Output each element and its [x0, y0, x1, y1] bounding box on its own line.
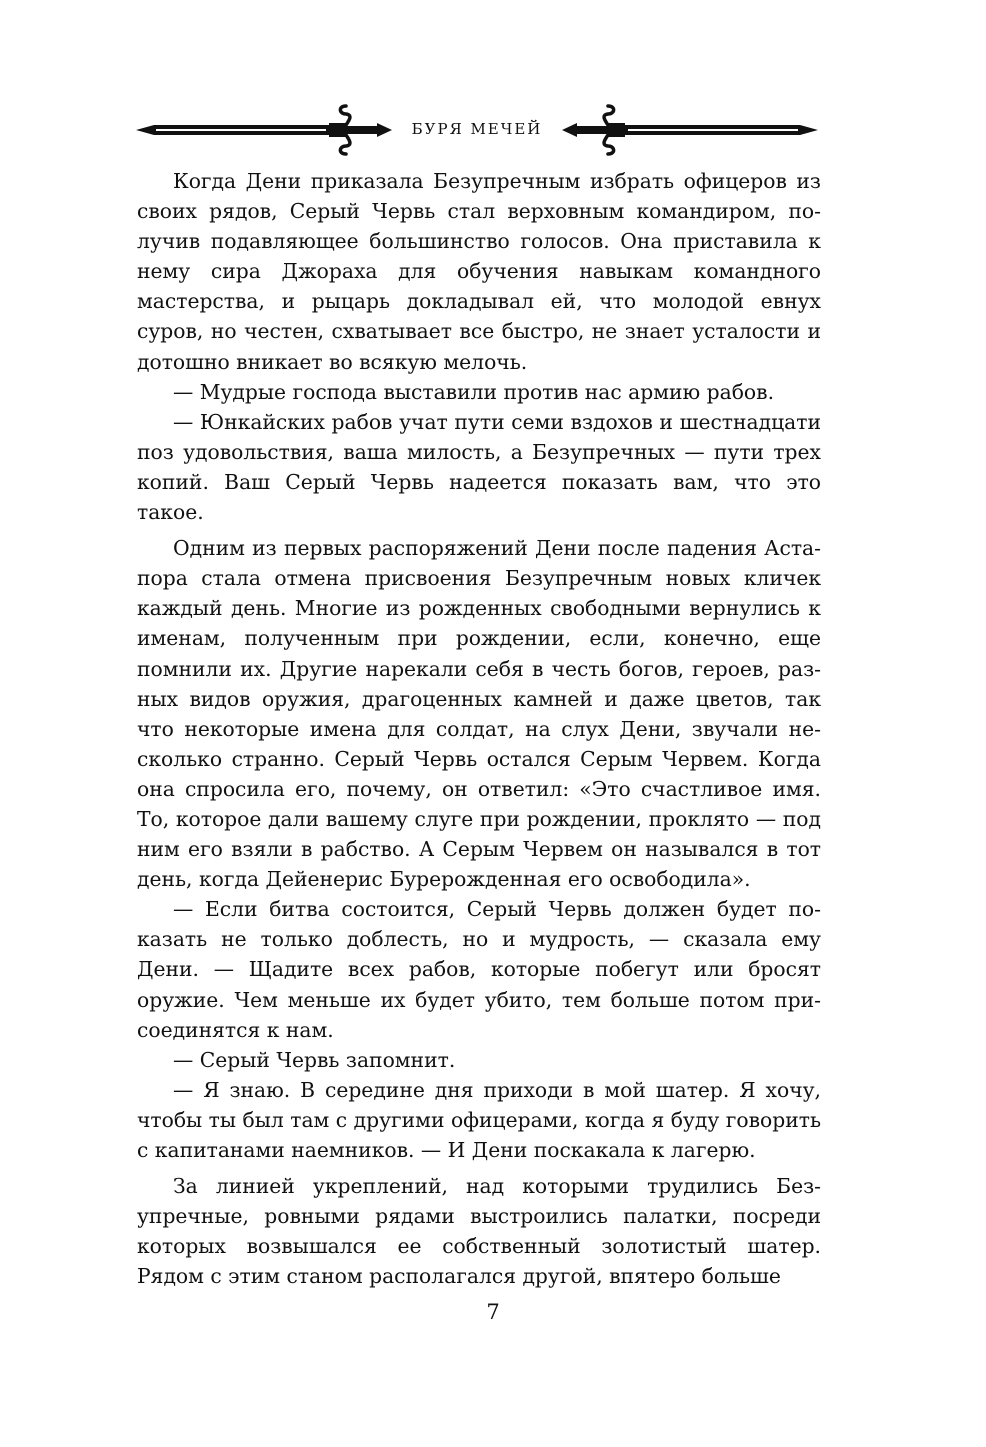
paragraph: За линией укреплений, над которыми трудились Безупречные, ровными рядами выстроились палатки, посреди которых возвышался ее собственный золотистый шатер. Рядом с этим станом располагался другой, впятеро больше	[137, 1174, 821, 1289]
dialogue-line: — Если битва состоится, Серый Червь должен будет показать не только доблесть, но и мудрость, — сказала ему Дени. — Щадите всех рабов, которые побегут или бросят оружие. Чем меньше их будет убито, тем больше потом присоединятся к нам.	[137, 897, 821, 1042]
dialogue-line: — Я знаю. В середине дня приходи в мой шатер. Я хочу, чтобы ты был там с другими офицерами, когда я буду говорить с капитанами наемников. — И Дени поскакала к лагерю.	[137, 1077, 821, 1162]
body-text	[137, 166, 821, 1291]
dialogue-line: — Мудрые господа выставили против нас армию рабов.	[173, 379, 775, 404]
running-header	[134, 100, 820, 160]
dialogue-line: — Серый Червь запомнит.	[173, 1047, 456, 1072]
paragraph: Когда Дени приказала Безупречным избрать офицеров из своих рядов, Серый Червь стал верховным командиром, получив подавляющее большинство голосов. Она приставила к нему сира Джораха для обучения навыкам командного мастерства, и рыцарь докладывал ей, что молодой евнух суров, но честен, схватывает все быстро, не знает усталости и дотошно вникает во всякую мелочь.	[137, 169, 821, 374]
running-title: БУРЯ МЕЧЕЙ	[411, 120, 543, 138]
right-sword-ornament-icon	[560, 100, 820, 160]
page-number: 7	[486, 1300, 500, 1324]
paragraph: Одним из первых распоряжений Дени после падения Астапора стала отмена присвоения Безупречным новых кличек каждый день. Многие из рожденных свободными вернулись к именам, полученным при рождении, если, конечно, еще помнили их. Другие нарекали себя в честь богов, героев, разных видов оружия, драгоценных камней и даже цветов, так что некоторые имена для солдат, на слух Дени, звучали несколько странно. Серый Червь остался Серым Червем. Когда она спросила его, почему, он ответил: «Это счастливое имя. То, которое дали вашему слуге при рождении, проклято — под ним его взяли в рабство. А Серым Червем он назывался в тот день, когда Дейенерис Бурерожденная его освободила».	[137, 536, 821, 892]
dialogue-line: — Юнкайских рабов учат пути семи вздохов и шестнадцати поз удовольствия, ваша милость, а Безупречных — пути трех копий. Ваш Серый Червь надеется показать вам, что это такое.	[137, 409, 821, 525]
